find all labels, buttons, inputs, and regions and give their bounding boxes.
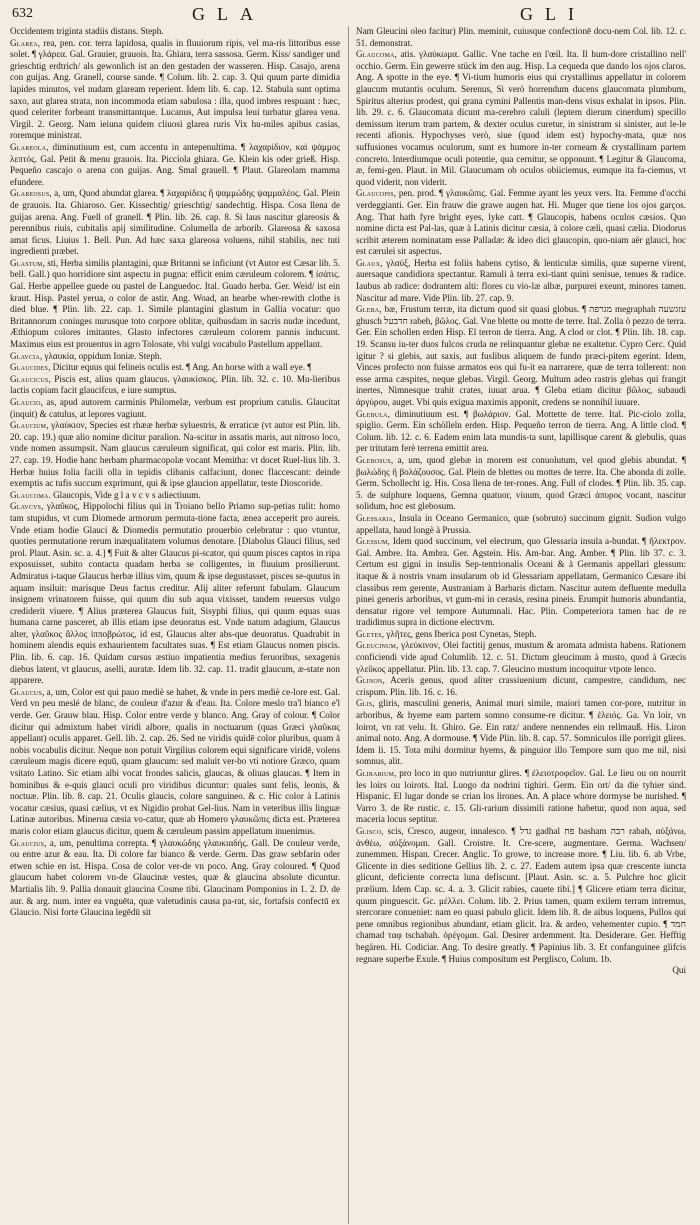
entry-text: , γλαυκία, oppidum Ioniæ. Steph. [39,350,162,361]
entry-text: , diminutiuum est, cum accentu in antepenultima. ¶ λαχαρίδιον, καὶ ψάμμος λεπτός. Gal. Petit & menu grauois. Ita. Picciola ghiara. Ge. Klein kis oder grieß. Hisp. Pequeño cascajo o arena con guijas. Ang. Smal grauell. ¶ Plaut. Glareolam mamma efundere. [10,141,340,187]
entry-text: , Piscis est, alius quam glaucus. γλαυκίσκος. Plin. lib. 32. c. 10. Mu-lieribus lactis copiam facit glaucifcus, e iure sumptus. [10,373,340,396]
columns [10,26,686,1224]
dictionary-entry [356,188,686,258]
dictionary-entry [356,629,686,641]
entry-text: Occidentem triginta stadiis distans. Steph. [10,26,164,36]
entry-headword: Glebosus [356,454,391,465]
dictionary-entry [10,687,340,838]
dictionary-entry [10,490,340,502]
entry-text: , pro loco in quo nutriuntur glires. ¶ ἐλειοτροφεῖον. Gal. Le lieu ou on nourrit les loirs ou loirots. Ital. Luogo da nodrini tighiri. Germ. Ein ort/ da die tyhier sind. Hispanic. El lugar donde se crian los lirones. An. A place whore dormyse be nurished. ¶ Varro 3. de Re rustic. c. 15. Gli-rarium dissimili ratione habetur, quod non aqua, sed maceria locus septitur. [356,768,686,825]
dictionary-entry [10,142,340,188]
entry-headword: Glaucius [10,837,45,848]
dictionary-entry [356,768,686,826]
dictionary-entry [356,826,686,965]
entry-headword: Glaux [356,257,381,268]
entry-headword: Gleucinum [356,640,397,651]
entry-text: , Dicitur equus qui felineis oculis est. ¶ Ang. An horse with a wall eye. ¶ [48,362,312,373]
entry-headword: Glessaria [356,512,394,523]
entry-text: , scis, Cresco, augeor, innalesco. ¶ גדל gadhal פח basham רבה rabah, αὐξάνω, ἀνθέω, αὐξάνομαι. Gall. Croistre. It. Cre-scere, augmentare. Germa. Wachsen/ zunemmen. Hispan. Crecer. Anglic. To growe, to increase more. ¶ Liu. lib. 6. ab Vrbe, Glicente in dies seditione Gellius lib. 2. c. 27. Eadem autem ipsa quæ crescente iuncta glicunt, deficiente correcta luna defiscunt. [Plaut. Asin. sc. a. 5. Pulchre hoc glicit prælium. Idem Cap. sc. 4. a. 3. Glicit rabies, cauete tibi.] ¶ Glicere etiam terra dicitur, quum pinguescit. Gc. μέλλει. Colum. lib. 2. Prius tamen, quam exilem terram intremus, stercorare conueniet: nam eo quasi pabulo glicit. Idem lib. 8. de aibus loquens, Pullos qui pene omnibus regionibus abundant, etiam glicit. Ira. & ardeo, vehementer cupio. ¶ חמד chamad ταφ tschabah. ὀρέγομαι. Gal. Desirer ardemment. Ita. Desiderare. Ger. Hefftig begären. Hi. Codiciar. Ang. To desire greatly. ¶ Papinius lib. 3. Et confanguinee glifcis regnare superbe Exule. ¶ Huius compositum est Perglisco, Colum. 1b. [356,825,686,964]
entry-headword: Glareosus [10,188,50,199]
entry-headword: Glastum [10,257,43,268]
entry-text: , as, apud autorem carminis Philomelæ, verbum est proprium catulis. Glaucitat (inquit) & catulus, at lepores vagiunt. [10,397,340,419]
catchword: Qui [672,965,686,976]
entry-headword: Glebula [356,408,388,419]
dictionary-entry [356,409,686,455]
dictionary-entry [356,455,686,513]
entry-text: , diminutiuum est. ¶ βωλάριον. Gal. Mottette de terre. Ital. Pic-ciolo zolla, spiglio. Germ. Ein schölleln erden. Hisp. Pequeño terron de tierra. Ang. A little clod. ¶ Colum. lib. 12. c. 6. Eadem enim lata mundis-ta sunt, lapillisque carent & glebulis, quas per tritutam ferè terrena emittit area. [356,408,686,454]
entry-headword: Glavcia [10,350,40,361]
entry-text: , γλῆτες, gens Iberica post Cynetas, Steph. [381,628,537,639]
entry-headword: Gleba [356,304,380,315]
left-keyword: GLA [192,4,265,24]
dictionary-entry [10,26,340,38]
dictionary-entry [356,698,686,768]
entry-headword: Glaucides [10,362,49,373]
dictionary-entry [10,362,340,374]
entry-headword: Glis [356,698,373,709]
entry-text: , a, um, quod glebæ in morem est conuolutum, vel quod glebis abundat. ¶ βωλώδης ἢ βολάζουσος. Gal. Plein de blettes ou mottes de terre. Ita. Che abonda di zolle. Germ. Schollecht ig. His. Cosa llena de ter-rones. Ang. Full of clodes. ¶ Plin. lib. 35. cap. 5. de sulphure loquens, Gemna quatuor, viuum, quod Græci ἀπυρος vocant, nascitur solidum, hoc est glebosum. [356,454,686,512]
dictionary-entry [10,188,340,258]
dictionary-entry [10,420,340,490]
entry-headword: Glareola [10,141,47,152]
dictionary-entry [10,38,340,142]
dictionary-entry [356,513,686,536]
entry-text: . Glaucopis, Vide g l a v c v s adiectiuum. [48,489,201,500]
right-column [356,26,686,1224]
entry-text: , bæ, Frustum terræ, ita dictum quod sit quasi globus. ¶ מגרפה megraphah עזגשעה ghusch חדבעל rabeh, βῶλος. Gal. Vne blette ou motte de terre. Ital. Zolla ò pezzo de terra. Ger. Ein schollen erden Hisp. El terron de tierra. Ang. A clod or clot. ¶ Plin. lib. 18. cap. 19. Scansu iu-ter duos fulcos cruda ne relinquantur glebæ ne exaltetur. Cypro Cerc. Quid igitur ? si glebis, aut saxis, aut fuslibus aliquem de fundo præci-pitem egerint. Idem, Vinces profecto non fuisse armatos eos qui fu-it ea narrarere, quæ de terra tollerent: non esse arma cæspites, neque glebas. Virgil. Georg. Multum adeo rastris glebas qui frangit inertes, Nimnesque trahit crates, iuuat arua. ¶ Gleba etiam dicitur βῶλος, subaudi ἀργύρου, auget. Vbi quis exigua maximis apponit, credens se nonnihil iuuare. [356,304,686,407]
dictionary-entry [356,675,686,698]
entry-text: Nam Gleucini oleo facitur) Plin. meminit, cuiusque confectionē docu-nem Col. lib. 12. c. 51. demonstrat. [356,26,686,48]
dictionary-entry [10,838,340,919]
entry-headword: Glaucoma [10,489,49,500]
entry-text: , a, um, Color est qui pauo mediè se habet, & vnde in pers mediè ce-lore est. Gal. Verd vn peu meslé de blanc, de couleur d'azur & d'eau. Ita. Colore meslo tra'l bianco e'l verde. Ger. Grauw blau. Hisp. Color entre verde y blanco. Ang. Gray of colour. ¶ Color dicitur qui admixtum habet viridi albore, qualis in noctuarum (quas Græci γλαῦκας appellant) oculis apparet. Gell. lib. 2. cap. 26. Sed ne viridis quidē color pluribus, quam à nobis vocabulis dicitur. Neque non potuit Virgilius colorem equi significare viridē, volens cæruleum magis dicere equū, quam glaucum: sed maluit ver-bo vti notiore Græco, quam vsitato Latino. Sic etiam albi vocat frondes salicis, glaucas, & oliuas glaucas. ¶ Item in hominibus & e-quis glauci oculi pro viridibus dicuntur: quales sunt felis, leonis, & noctuæ. Plin. lib. 8. cap. 21. Oculis glaucis, colore sanguineo. & c. Hic color à Latinis vocatur cæsius, quasi cælius, vt ex Nigidio probat Gel-lius. Nam in veteribus illis linguæ Latinæ autoribus. Minerua cæsia vo-catur, quæ ab Homero γλαυκῶπις dicta est. Præterea maris color etiam glaucus dicitur, quem & cæruleum passim appellatum inuenimus. [10,686,340,836]
dictionary-entry [356,304,686,408]
dictionary-entry [10,501,340,687]
entry-headword: Glessum [356,536,388,547]
dictionary-entry [356,536,686,629]
entry-headword: Glaucium [10,420,47,431]
dictionary-entry [356,258,686,304]
entry-text: , γλαῦκος, Hippolochi filius qui in Troiano bello Priamo sup-petias tulit: homo tam stupidus, vt cum Diomede armorum permuta-tione facta, ænea acceperit pro aureis. Vnde etiam hodie Glauci & Diomedis permutatio prouerbio celebratur : quo vtuntur, quoties permutatione rerum inæqualitatem volumus denotare. [Diabolus Glauci filius, sed prol. Plaut. Asin. sc. a. 4.] ¶ Fuit & alter Glaucus pi-scator, qui quum pisces captos in ripa exposuisset, subito contacta quadam herba se colligentes, in fluuium prosilierunt. Admiratus i-taque Glaucus herbæ illius vim, quum & ipse degustasset, pisces se-quutus in aquam insiluit: marisque Deus factus creditur. Alij aliter referunt fabulam. Glaucum insignem vrinatorem fuisse, qui quum diu sub aqua vixisset, tandem reuersus vulgo crediderit viuere. ¶ Alius præterea Glaucus fuit, Sisyphi filius, qui quum equas suas humana carne pasceret, ab illis etiam ipse deuoratus est. Vnde natum adagium, Glaucus alter, γλαῦκος ἄλλος ἱπποβρώτος, id est, Glaucus alter abs-que deuoratus. Quadrabit in hominem alendis equis exhaurientem facultates suas. ¶ Est etiam Glaucus nomen piscis. Plin. lib. 6. cap. 16. Quidam cursus æstiuo impatientia medius feruoribus, sexagenis diebus latent, vt glaucus, aselli, auratæ. Idem lib. 32. cap. 11. tradit glaucum, æ-state non apparere. [10,501,340,686]
entry-text: , atis. γλαύκωμα. Gallic. Vne tache en l'œil. Ita. Il hum-dore cristallino nell' occhio. Germ. Ein gewerre stück im den aug. Hisp. La cequeda que dando los ojos claros. Ang. A spotte in the eye. ¶ Vi-tium humoris eius qui crystallinus appellatur in colorem glaucum mutantis oculum. Serenus, Si verò horrendum ducens glaucomata plumbum, Spiritus alterius prodest, qui grana cymini Pallentis man-dens visus exhalat in ipsos. Plin. lib. 29. c. 6. Glaucomata dicunt ma-cerebro caluli (leptem dierum cinerdum) specillo demissum iterum tram partem, & dexter oculus curetur, in sinistram si sinister, aut le-le recenti afionis. Hypochyses verò, siue (quod idem est) hypochy-mata, quæ nos suffusiones vocamus oculorum, sunt ex humore in-ter corneam & crystallinam partem concreto. Interdiumque oculi potentie, qua cernitur, se opponunt. ¶ Legitur & Glaucoma, æ, femi-gen. Plaut. in Mil. Glaucumam ob oculos obiiciemus, eumque ita fa-ciemus, vt quod viderit, non viderit. [356,49,686,187]
entry-text: , Insula in Oceano Germanico, quæ (sobruto) succinum gignit. Sudion vulgo appellata, haud longè à Prussia. [356,512,686,535]
entry-headword: Glirarium [356,768,395,778]
entry-headword: Glaucio [10,397,41,407]
entry-text: , gliris, masculini generis, Animal muri simile, maiori tamen cor-pore, nutritur in arboribus, & hyeme eam partem somno consume-re dicitur. ¶ ἐλειός. Ga. Vn loir, vn loirot, vn rat velu. It. Ghiro. Ge. Ein ratz/ andere nennendes ein rellmauß. His. Liron animal noto. Ang. A dormouse. ¶ Vide Plin. lib. 8. cap. 57. Somniculos ille porrigit glires. Idem li. 15. Tota mihi dormitur hyems, & pinguior illo Tempore sum quo me nil, nisi somnus, alit. [356,698,686,767]
entry-text: , a, um, Quod abundat glarea. ¶ λαχαρίδεις ἢ ψαμμώδης ψαμμαλέος. Gal. Plein de grauois. Ita. Ghiaroso. Ger. Kissechtig/ grieschtig/ sandechtig. Hispa. Cosa llena de guijas arena. Ang. Fuell of granell. ¶ Plin. lib. 26. cap. 8. Si laus nascitur glareosis & perennibus riuis, cubitalis apij similitudine. Columella de arborib. Glareosa & saxosa amat ficus. Liuius 1. Bell. Pun. Ad hæc saxa glareosa voluens, nihil stabilis, nec tuti ingredienti præbet. [10,188,340,257]
entry-headword: Glaucus [10,686,42,697]
entry-text: , γλαύκιον, Species est rhææ herbæ syluestris, & erraticæ (vt autor est Plin. lib. 20. cap. 19.) quæ alio nomine dicitur paralion. Na-scitur in assatis maris, aut nitroso loco, vnde nomen assumpsit. Nam glaucus cæruleum significat, qui color est maris. Plin. lib. 27. cap. 19. Hodie hanc herbam pharmacopolæ vocant Memitha: vt docet Ruel-lius lib. 3. Herbæ huius folia facili olla in tepidis clibanis calfaciunt, donec flaccescant: deinde exemptis ac tufis succum exprimunt, qui & ipse glaucion appellatur, teste Dioscoride. [10,420,340,489]
entry-headword: Glinon [356,675,383,686]
entry-text: , Idem quod succinum, vel electrum, quo Glessaria insula a-bundat. ¶ ἤλεκτρον. Gal. Ambre. Ita. Ambra. Ger. Agstein. His. Am-bar. Ang. Amber. ¶ Plin. lib 37. c. 3. Certum est gigni in insulis Sep-tentrionalis Oceani & à Germanis appellari glessum: itaque & à nostris vnam insularum ob id Glessariam appellatam, Germanico Cæsare ibi classibus rem gerente, Austraniam à Barbaris dictam. Nascitur autem defluente medulla pinei generis arboribus, vt gum-mi in cerasis, resina pineis. Erumpit humoris abundantia, densatur rigore vel tempore Autumnali. Hac. Plin. Competeriora tamen hac de re tradidimus supra in dictione electrvm. [356,536,686,628]
dictionary-entry [356,26,686,49]
dictionary-entry [10,397,340,420]
dictionary-entry [10,351,340,363]
entry-headword: Gletes [356,628,382,639]
entry-text: , γλεύκινον, Olei factitij genus, mustum & aromata admista habens. Rationem conficiendi vide apud Columlib. 12. c. 51. Dictum gleucinum à musto, quod à Græcis γλεῦκος appellatur. Plin. lib. 13. cap. 7. Gleucino mustum incoquitur vtpote lenco. [356,640,686,674]
entry-headword: Glaucoma [356,49,395,60]
dictionary-entry [10,374,340,397]
entry-headword: Glaucicus [10,373,49,384]
column-divider [348,26,349,1224]
page-header [10,4,686,26]
entry-headword: Glarea [10,37,38,48]
entry-text: , γλαύξ, Herba est foliis habens cytiso, & lenticulæ similis, quæ superne virent, auersaque candidiora spectantur. Ramuli à terra exi-tiant quini senisue, tenues & radice. Iaubus ab radice: dodrantem alti: flores cu vio-læ albæ, purpurei exeunt, minores tamen. Nascitur ad mare. Vide Plin. lib. 27. cap. 9. [356,257,686,303]
entry-headword: Glisco [356,825,382,836]
page-number: 632 [12,6,33,21]
entry-text: , Aceris genus, quod aliter crassiuenium dicunt, campestre, candidum, nec crispum. Plin. lib. 16. c. 16. [356,675,686,697]
entry-text: , pen. prod. ¶ γλαυκῶπις. Gal. Femme ayant les yeux vers. Ita. Femme d'occhi verdeggianti. Ger. Ein frauw die grawe augen hat. Hi. Muger que tiene los ojos garços. Ang. That hath fyre bright eyes, lyke catt. ¶ Glaucopis, habens oculos cæsios. Quo nomine dicta est Pal-las, quæ à Latinis dicitur cæsia, à colore cæli, quasi cælia. Diodorus scribit æterem nominatam esse Palladæ: & ideo dici glaucopin, quo-niam aër glauci, hoc est cærulei sit aspectus. [356,188,686,257]
entry-text: , rea, pen. cor. terra lapidosa, qualis in fluuiorum ripis, vel ma-ris littoribus esse solet. ¶ γλάρεα. Gal. Grauier, grauois. Ita. Ghiara, terra sassosa. Germ. Kiss/ sandiger und grieschtig erdtrich/ als gewonlich ist an den gestaden der wasseren. Hisp. Casajo, arena con guijas. Ang. Granell, course sande. ¶ Colum. lib. 2. cap. 3. Qui quum parte dimidia lapides minutos, vel nudam glaream reperient. Idem lib. 6. cap. 12. Stabula sunt optima saxo, aut glarea strata, non incommoda etiam sabulosa : illa, quod imbres respuant : hæc, quod celeriter forbeant transmittantque. Lucanus, Aut impulsa leui turbatur glarea vena. Virgil. 2. Georg. Nam ieiuna quidem cliuosi glarea ruris Vix hu-miles apibus casias, roremque ministrat. [10,37,340,141]
entry-headword: Glavcvs [10,501,42,512]
entry-headword: Glaucopis [356,188,394,199]
entry-text: , sti, Herba similis plantagini, quæ Britanni se inficiunt (vt Autor est Cæsar lib. 5. bell. Gall.) quo horridiore sint aspectu in pugna: efficit enim cæruleum colorem. ¶ ἰσάτις. Gal. Herbe appellee guede ou pastel de Languedoc. Ital. Guado herba. Ger. Weid/ ist ein kraut. Hisp. Pastel yerua, o color de astir. Ang. Woad, an hearbe wher-rewith clothe is died blue. ¶ Plin. lib. 22. cap. 1. Simile plantagini glastum in Gallia vocatur: quo Britannorum coniuges nurusque toto corpore oblitæ, quibusdam in sacris nudæ incedunt, Æthiopum colores imitantes. Glasto infectores cæruleum colorem pannis inducunt. Maximus eius est prouentus in agro Tolosate, vbi vulgi vocabulo Pastellum appellant. [10,257,340,350]
right-keyword: GLI [520,4,586,24]
dictionary-entry [10,258,340,351]
left-column [10,26,340,1224]
dictionary-entry [356,640,686,675]
dictionary-entry [356,49,686,188]
entry-text: , a, um, penultima correpta. ¶ γλαυκώδης γλαυκιαδής. Gall. De couleur verde, ou entre azur & eau. Ita. Di colore far bianco & verde. Germ. Das graw sebfarin oder etwen schie en ist. Hispa. Cosa de color ver-de vn poco. Ang. Gray coloured. ¶ Quod glaucum habet colorem vn-de Glaucinæ vestes, quæ & glaucina absolute dicuntur. Martialis lib. 9. Pallia donauit glaucina Cosme tibi. Glaucinam Pomponius in 1. 2. D. de aur. & arg. num. inter ea vnguēta, quæ valetudinis causa pa-rat, sic, fortafsis confectū ex Glaucio. Nisi forte Glaucina legēdū sit [10,837,340,918]
